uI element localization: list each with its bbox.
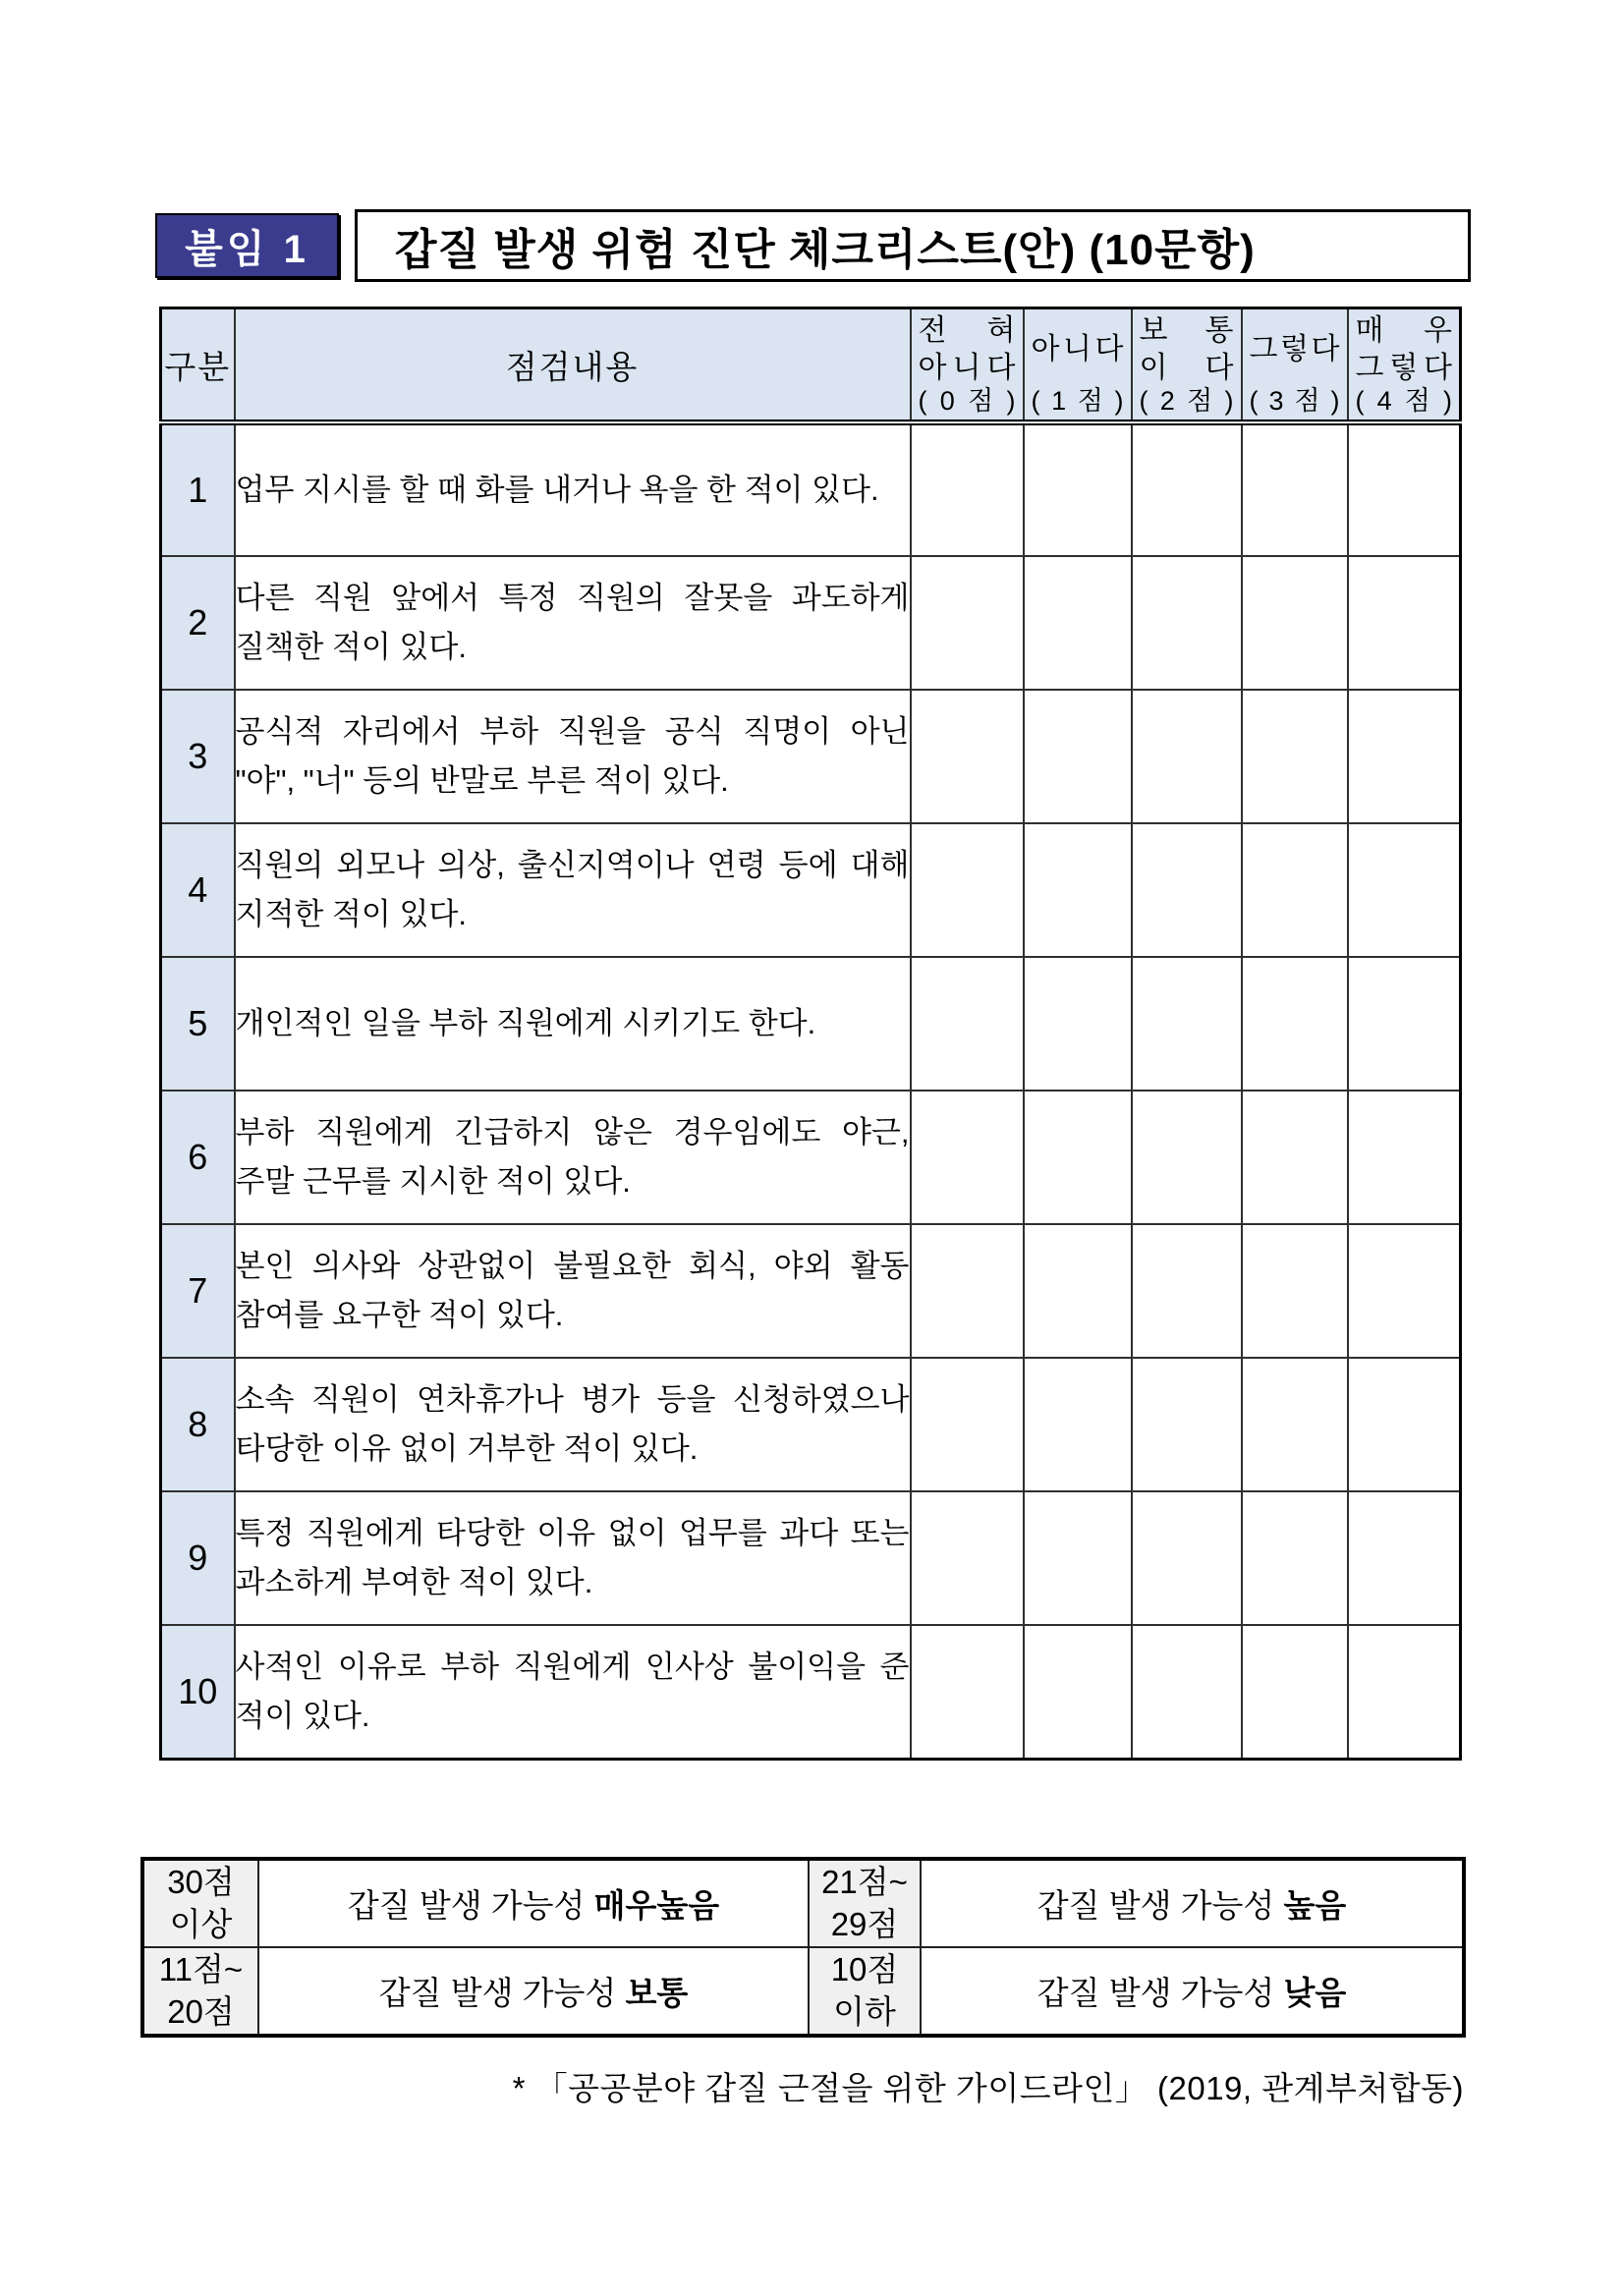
option-label-line: 이 다 [1139, 351, 1234, 384]
score-desc-text: 갑질 발생 가능성 [1036, 1887, 1275, 1924]
score-range-line: 21점~ [821, 1864, 908, 1901]
answer-cell [1024, 1224, 1132, 1358]
answer-cell [1348, 1224, 1461, 1358]
score-desc-text: 갑질 발생 가능성 [378, 1975, 617, 2011]
answer-cell [1242, 1224, 1348, 1358]
score-description [258, 1859, 809, 1947]
score-range [809, 1947, 921, 2036]
page-title: 갑질 발생 위험 진단 체크리스트(안) (10문항) [355, 209, 1471, 282]
answer-cell [1242, 690, 1348, 823]
footnote: * 「공공분야 갑질 근절을 위한 가이드라인」 (2019, 관계부처합동) [512, 2070, 1464, 2106]
option-label-line: 매 우 [1355, 314, 1452, 348]
answer-cell [911, 1091, 1024, 1224]
col-header-option-3 [1242, 308, 1348, 423]
answer-cell [1132, 1224, 1242, 1358]
question-row [161, 690, 1461, 823]
option-label-line: 아 니 다 [918, 351, 1016, 384]
answer-cell [1024, 823, 1132, 957]
question-number: 4 [161, 823, 235, 957]
option-score-label: ( 2 점 ) [1139, 386, 1234, 417]
answer-cell [1348, 422, 1461, 556]
score-range-line: 10점 [830, 1951, 899, 1988]
answer-cell [1132, 690, 1242, 823]
question-text: 본인 의사와 상관없이 불필요한 회식, 야외 활동 참여를 요구한 적이 있다. [235, 1224, 911, 1358]
score-row [142, 1947, 1464, 2036]
question-row [161, 1491, 1461, 1625]
answer-cell [1242, 422, 1348, 556]
answer-cell [1132, 422, 1242, 556]
question-number: 5 [161, 957, 235, 1091]
score-level: 낮음 [1283, 1975, 1347, 2011]
question-text: 개인적인 일을 부하 직원에게 시키기도 한다. [235, 957, 911, 1091]
question-row [161, 1358, 1461, 1491]
answer-cell [1348, 957, 1461, 1091]
question-number: 2 [161, 556, 235, 690]
question-number: 7 [161, 1224, 235, 1358]
question-row [161, 1625, 1461, 1759]
answer-cell [911, 1625, 1024, 1759]
col-header-option-0 [911, 308, 1024, 423]
answer-cell [1242, 556, 1348, 690]
question-text: 사적인 이유로 부하 직원에게 인사상 불이익을 준 적이 있다. [235, 1625, 911, 1759]
option-label-line: 아 니 다 [1031, 332, 1124, 365]
answer-cell [911, 422, 1024, 556]
answer-cell [911, 823, 1024, 957]
score-description [258, 1947, 809, 2036]
answer-cell [1132, 957, 1242, 1091]
header-row [161, 308, 1461, 423]
score-level: 보통 [625, 1975, 689, 2011]
score-desc-text: 갑질 발생 가능성 [347, 1887, 586, 1924]
answer-cell [1242, 957, 1348, 1091]
question-text: 업무 지시를 할 때 화를 내거나 욕을 한 적이 있다. [235, 422, 911, 556]
checklist-table [159, 307, 1462, 1761]
question-number: 3 [161, 690, 235, 823]
answer-cell [911, 1224, 1024, 1358]
score-range-line: 이하 [833, 1992, 896, 2030]
score-interpretation-table [140, 1857, 1466, 2038]
question-text: 소속 직원이 연차휴가나 병가 등을 신청하였으나 타당한 이유 없이 거부한 적이 있다. [235, 1358, 911, 1491]
answer-cell [1024, 957, 1132, 1091]
answer-cell [1348, 1491, 1461, 1625]
score-range-line: 30점 [167, 1864, 235, 1901]
question-number: 6 [161, 1091, 235, 1224]
answer-cell [1242, 1491, 1348, 1625]
option-score-label: ( 0 점 ) [918, 386, 1016, 417]
question-number: 10 [161, 1625, 235, 1759]
question-row [161, 823, 1461, 957]
answer-cell [1132, 823, 1242, 957]
answer-cell [1348, 556, 1461, 690]
answer-cell [1348, 690, 1461, 823]
score-desc-text: 갑질 발생 가능성 [1036, 1975, 1275, 2011]
question-text: 특정 직원에게 타당한 이유 없이 업무를 과다 또는 과소하게 부여한 적이 있다. [235, 1491, 911, 1625]
answer-cell [1132, 1091, 1242, 1224]
score-range [142, 1947, 258, 2036]
question-row [161, 1091, 1461, 1224]
answer-cell [1242, 1091, 1348, 1224]
answer-cell [1024, 1491, 1132, 1625]
answer-cell [1348, 1625, 1461, 1759]
answer-cell [1242, 823, 1348, 957]
score-range-line: 이상 [169, 1905, 233, 1942]
question-number: 1 [161, 422, 235, 556]
score-description [921, 1947, 1464, 2036]
answer-cell [1132, 556, 1242, 690]
answer-cell [911, 1491, 1024, 1625]
answer-cell [1348, 823, 1461, 957]
score-range-line: 11점~ [158, 1951, 244, 1988]
score-description [921, 1859, 1464, 1947]
score-row [142, 1859, 1464, 1947]
option-score-label: ( 3 점 ) [1249, 386, 1340, 417]
answer-cell [1024, 422, 1132, 556]
answer-cell [1024, 556, 1132, 690]
answer-cell [1132, 1358, 1242, 1491]
option-score-label: ( 4 점 ) [1355, 386, 1452, 417]
answer-cell [1024, 1091, 1132, 1224]
answer-cell [911, 690, 1024, 823]
col-header-content: 점검내용 [235, 308, 911, 423]
question-text: 부하 직원에게 긴급하지 않은 경우임에도 야근, 주말 근무를 지시한 적이 있다. [235, 1091, 911, 1224]
answer-cell [1348, 1091, 1461, 1224]
question-row [161, 957, 1461, 1091]
answer-cell [1242, 1625, 1348, 1759]
page-header [155, 209, 1471, 282]
option-label-line: 전 혀 [918, 314, 1016, 348]
col-header-option-4 [1348, 308, 1461, 423]
answer-cell [1242, 1358, 1348, 1491]
col-header-option-2 [1132, 308, 1242, 423]
col-header-option-1 [1024, 308, 1132, 423]
score-range-line: 20점 [167, 1992, 235, 2030]
option-label-line: 그 렇 다 [1249, 332, 1340, 365]
question-row [161, 556, 1461, 690]
answer-cell [1348, 1358, 1461, 1491]
option-score-label: ( 1 점 ) [1031, 386, 1124, 417]
score-range-line: 29점 [830, 1905, 899, 1942]
answer-cell [1132, 1491, 1242, 1625]
score-range [142, 1859, 258, 1947]
answer-cell [911, 957, 1024, 1091]
score-range [809, 1859, 921, 1947]
score-level: 높음 [1283, 1887, 1347, 1924]
answer-cell [1132, 1625, 1242, 1759]
score-level: 매우높음 [593, 1887, 720, 1924]
question-row [161, 1224, 1461, 1358]
attachment-badge: 붙임 1 [155, 213, 339, 278]
question-text: 공식적 자리에서 부하 직원을 공식 직명이 아닌 "야", "너" 등의 반말로 부른 적이 있다. [235, 690, 911, 823]
question-number: 9 [161, 1491, 235, 1625]
answer-cell [911, 556, 1024, 690]
question-number: 8 [161, 1358, 235, 1491]
answer-cell [1024, 1358, 1132, 1491]
question-row [161, 422, 1461, 556]
option-label-line: 보 통 [1139, 314, 1234, 348]
col-header-gubun: 구분 [161, 308, 235, 423]
answer-cell [911, 1358, 1024, 1491]
option-label-line: 그 렇 다 [1355, 351, 1452, 384]
question-text: 직원의 외모나 의상, 출신지역이나 연령 등에 대해 지적한 적이 있다. [235, 823, 911, 957]
answer-cell [1024, 1625, 1132, 1759]
question-text: 다른 직원 앞에서 특정 직원의 잘못을 과도하게 질책한 적이 있다. [235, 556, 911, 690]
answer-cell [1024, 690, 1132, 823]
